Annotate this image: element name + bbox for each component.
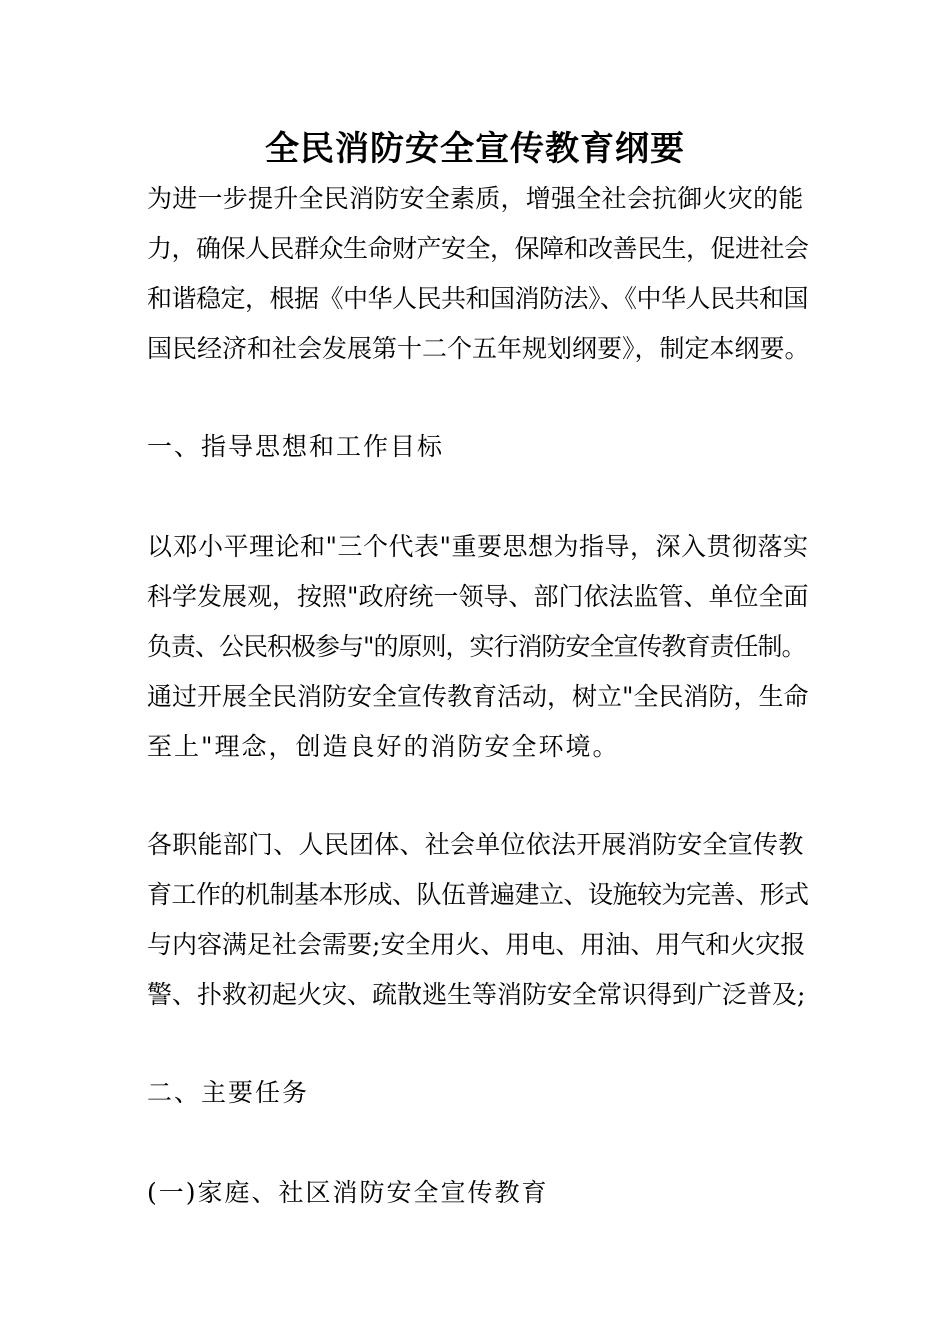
paragraph-line: 警、扑救初起火灾、疏散逃生等消防安全常识得到广泛普及; — [147, 980, 806, 1009]
paragraph-line: 通过开展全民消防安全宣传教育活动，树立"全民消防，生命 — [147, 682, 809, 711]
paragraph-line: 负责、公民积极参与"的原则，实行消防安全宣传教育责任制。 — [147, 632, 806, 661]
section-heading: 一、指导思想和工作目标 — [147, 432, 445, 461]
paragraph-line: 至上"理念，创造良好的消防安全环境。 — [147, 732, 620, 761]
document-title: 全民消防安全宣传教育纲要 — [265, 129, 685, 169]
paragraph-line: 为进一步提升全民消防安全素质，增强全社会抗御火灾的能 — [147, 184, 804, 213]
paragraph-line: 育工作的机制基本形成、队伍普遍建立、设施较为完善、形式 — [147, 880, 809, 909]
section-heading: 二、主要任务 — [147, 1078, 310, 1107]
subsection-heading: (一)家庭、社区消防安全宣传教育 — [147, 1178, 549, 1207]
paragraph-line: 各职能部门、人民团体、社会单位依法开展消防安全宣传教 — [147, 830, 804, 859]
paragraph-line: 国民经济和社会发展第十二个五年规划纲要》，制定本纲要。 — [147, 334, 810, 363]
paragraph-line: 和谐稳定，根据《中华人民共和国消防法》、《中华人民共和国 — [147, 284, 809, 313]
paragraph-line: 科学发展观，按照"政府统一领导、部门依法监管、单位全面 — [147, 582, 809, 611]
paragraph-line: 力，确保人民群众生命财产安全，保障和改善民生，促进社会 — [147, 234, 809, 263]
paragraph-line: 与内容满足社会需要;安全用火、用电、用油、用气和火灾报 — [147, 930, 806, 959]
paragraph-line: 以邓小平理论和"三个代表"重要思想为指导，深入贯彻落实 — [147, 532, 809, 561]
